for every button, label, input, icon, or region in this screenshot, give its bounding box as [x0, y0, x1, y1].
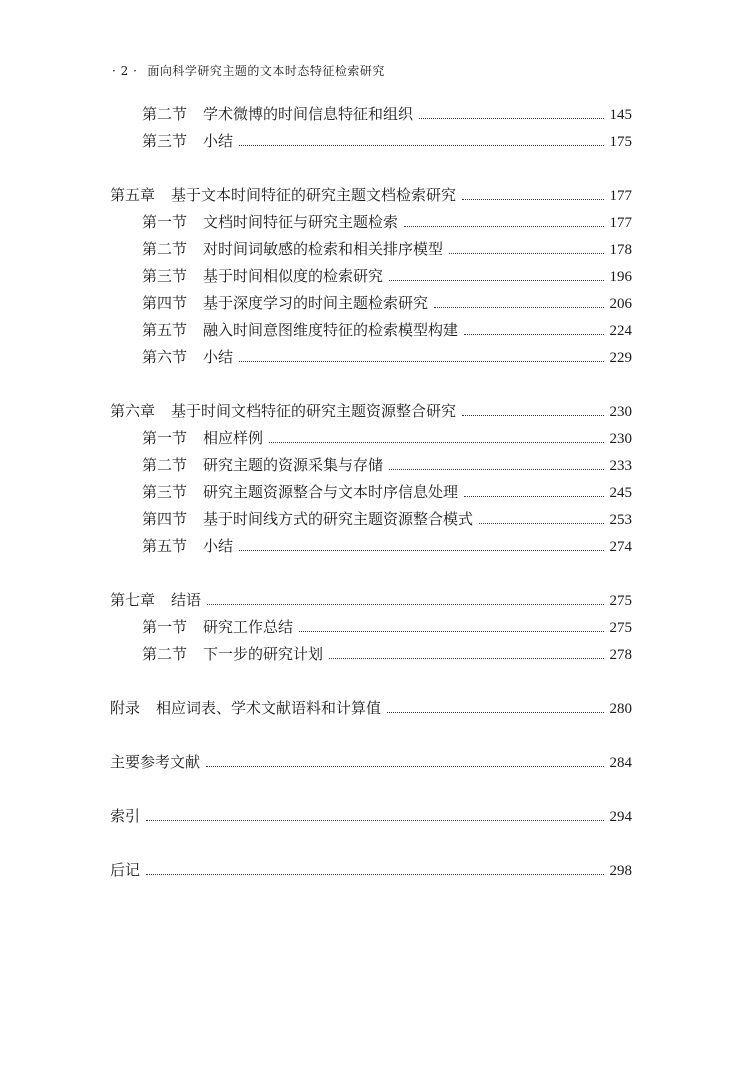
toc-chapter-entry[interactable]: [110, 750, 632, 774]
toc-section-entry[interactable]: [142, 534, 632, 558]
toc-section-entry[interactable]: [142, 291, 632, 315]
toc-section-entry[interactable]: [142, 426, 632, 450]
toc-entry-page: 230: [609, 404, 632, 420]
toc-section-entry[interactable]: [142, 345, 632, 369]
dot-leader: [146, 874, 603, 875]
toc-entry-number: 第五章: [110, 186, 156, 204]
dot-leader: [329, 658, 603, 659]
toc-entry-page: 229: [609, 350, 632, 366]
toc-section-entry[interactable]: [142, 210, 632, 234]
toc-section-entry[interactable]: [142, 237, 632, 261]
toc-entry-title: 学术微博的时间信息特征和组织: [203, 105, 414, 123]
dot-leader: [387, 712, 603, 713]
dot-leader: [462, 199, 603, 200]
running-header: [112, 62, 385, 79]
toc-entry-page: 298: [609, 863, 632, 879]
toc-entry-title: 基于文本时间特征的研究主题文档检索研究: [171, 186, 457, 204]
dot-leader: [419, 118, 603, 119]
toc-entry-title: 文档时间特征与研究主题检索: [203, 213, 399, 231]
toc-entry-title: 研究主题资源整合与文本时序信息处理: [203, 483, 459, 501]
toc-entry-number: 第二节: [142, 645, 188, 663]
toc-entry-title: 融入时间意图维度特征的检索模型构建: [203, 321, 459, 339]
toc-section-entry[interactable]: [142, 264, 632, 288]
dot-leader: [404, 226, 603, 227]
toc-entry-number: 第七章: [110, 591, 156, 609]
dot-leader: [449, 253, 603, 254]
toc-chapter-entry[interactable]: [110, 183, 632, 207]
toc-section-entry[interactable]: [142, 453, 632, 477]
toc-entry-page: 245: [609, 485, 632, 501]
toc-chapter-entry[interactable]: [110, 804, 632, 828]
toc-entry-page: 274: [609, 539, 632, 555]
toc-entry-number: 附录: [110, 699, 141, 717]
toc-entry-number: 第五节: [142, 321, 188, 339]
toc-entry-title: 小结: [203, 348, 234, 366]
toc-chapter-entry[interactable]: [110, 399, 632, 423]
dot-leader: [239, 361, 603, 362]
toc-entry-page: 230: [609, 431, 632, 447]
dot-leader: [479, 523, 603, 524]
toc-entry-title: 索引: [110, 807, 141, 825]
toc-entry-title: 基于深度学习的时间主题检索研究: [203, 294, 429, 312]
toc-entry-page: 177: [609, 215, 632, 231]
toc-entry-number: 第二节: [142, 240, 188, 258]
toc-entry-page: 196: [609, 269, 632, 285]
toc-entry-title: 主要参考文献: [110, 753, 201, 771]
toc-entry-number: 第一节: [142, 429, 188, 447]
toc-entry-page: 175: [609, 134, 632, 150]
toc-entry-number: 第三节: [142, 267, 188, 285]
toc-entry-title: 研究主题的资源采集与存储: [203, 456, 384, 474]
dot-leader: [206, 766, 603, 767]
toc-chapter-entry[interactable]: [110, 696, 632, 720]
toc-entry-number: 第一节: [142, 213, 188, 231]
toc-entry-title: 结语: [171, 591, 202, 609]
toc-section-entry[interactable]: [142, 642, 632, 666]
dot-leader: [434, 307, 603, 308]
toc-entry-page: 253: [609, 512, 632, 528]
toc-entry-page: 284: [609, 755, 632, 771]
book-title: 面向科学研究主题的文本时态特征检索研究: [147, 64, 385, 78]
toc-entry-number: 第三节: [142, 132, 188, 150]
toc-entry-number: 第六节: [142, 348, 188, 366]
toc-entry-title: 对时间词敏感的检索和相关排序模型: [203, 240, 444, 258]
dot-leader: [299, 631, 603, 632]
toc-entry-title: 小结: [203, 537, 234, 555]
toc-entry-page: 224: [609, 323, 632, 339]
toc-section-entry[interactable]: [142, 102, 632, 126]
dot-leader: [207, 604, 603, 605]
toc-entry-number: 第四节: [142, 294, 188, 312]
toc-entry-page: 177: [609, 188, 632, 204]
toc-entry-number: 第三节: [142, 483, 188, 501]
toc-entry-title: 相应样例: [203, 429, 264, 447]
toc-entry-title: 基于时间线方式的研究主题资源整合模式: [203, 510, 474, 528]
toc-entry-number: 第二节: [142, 456, 188, 474]
toc-chapter-entry[interactable]: [110, 858, 632, 882]
toc-entry-title: 研究工作总结: [203, 618, 294, 636]
toc-entry-title: 小结: [203, 132, 234, 150]
dot-leader: [389, 280, 603, 281]
toc-entry-page: 275: [609, 620, 632, 636]
toc-entry-page: 280: [609, 701, 632, 717]
toc-entry-number: 第六章: [110, 402, 156, 420]
toc-section-entry[interactable]: [142, 507, 632, 531]
toc-entry-number: 第五节: [142, 537, 188, 555]
toc-entry-title: 下一步的研究计划: [203, 645, 324, 663]
toc-entry-page: 233: [609, 458, 632, 474]
dot-leader: [239, 145, 603, 146]
toc-entry-title: 后记: [110, 861, 141, 879]
toc-entry-page: 145: [609, 107, 632, 123]
dot-leader: [269, 442, 603, 443]
toc-entry-page: 294: [609, 809, 632, 825]
toc-section-entry[interactable]: [142, 318, 632, 342]
toc-entry-page: 206: [609, 296, 632, 312]
toc-entry-number: 第四节: [142, 510, 188, 528]
dot-leader: [464, 334, 603, 335]
toc-entry-title: 基于时间相似度的检索研究: [203, 267, 384, 285]
dot-leader: [464, 496, 603, 497]
toc-entry-page: 278: [609, 647, 632, 663]
toc-section-entry[interactable]: [142, 129, 632, 153]
dot-leader: [389, 469, 603, 470]
toc-chapter-entry[interactable]: [110, 588, 632, 612]
dot-leader: [146, 820, 603, 821]
toc-entry-title: 基于时间文档特征的研究主题资源整合研究: [171, 402, 457, 420]
toc-section-entry[interactable]: [142, 480, 632, 504]
toc-entry-title: 相应词表、学术文献语料和计算值: [156, 699, 382, 717]
dot-leader: [239, 550, 603, 551]
dot-leader: [462, 415, 603, 416]
toc-entry-page: 178: [609, 242, 632, 258]
toc-entry-number: 第二节: [142, 105, 188, 123]
toc-section-entry[interactable]: [142, 615, 632, 639]
toc-entry-page: 275: [609, 593, 632, 609]
page-marker: · 2 ·: [112, 64, 138, 78]
toc-entry-number: 第一节: [142, 618, 188, 636]
